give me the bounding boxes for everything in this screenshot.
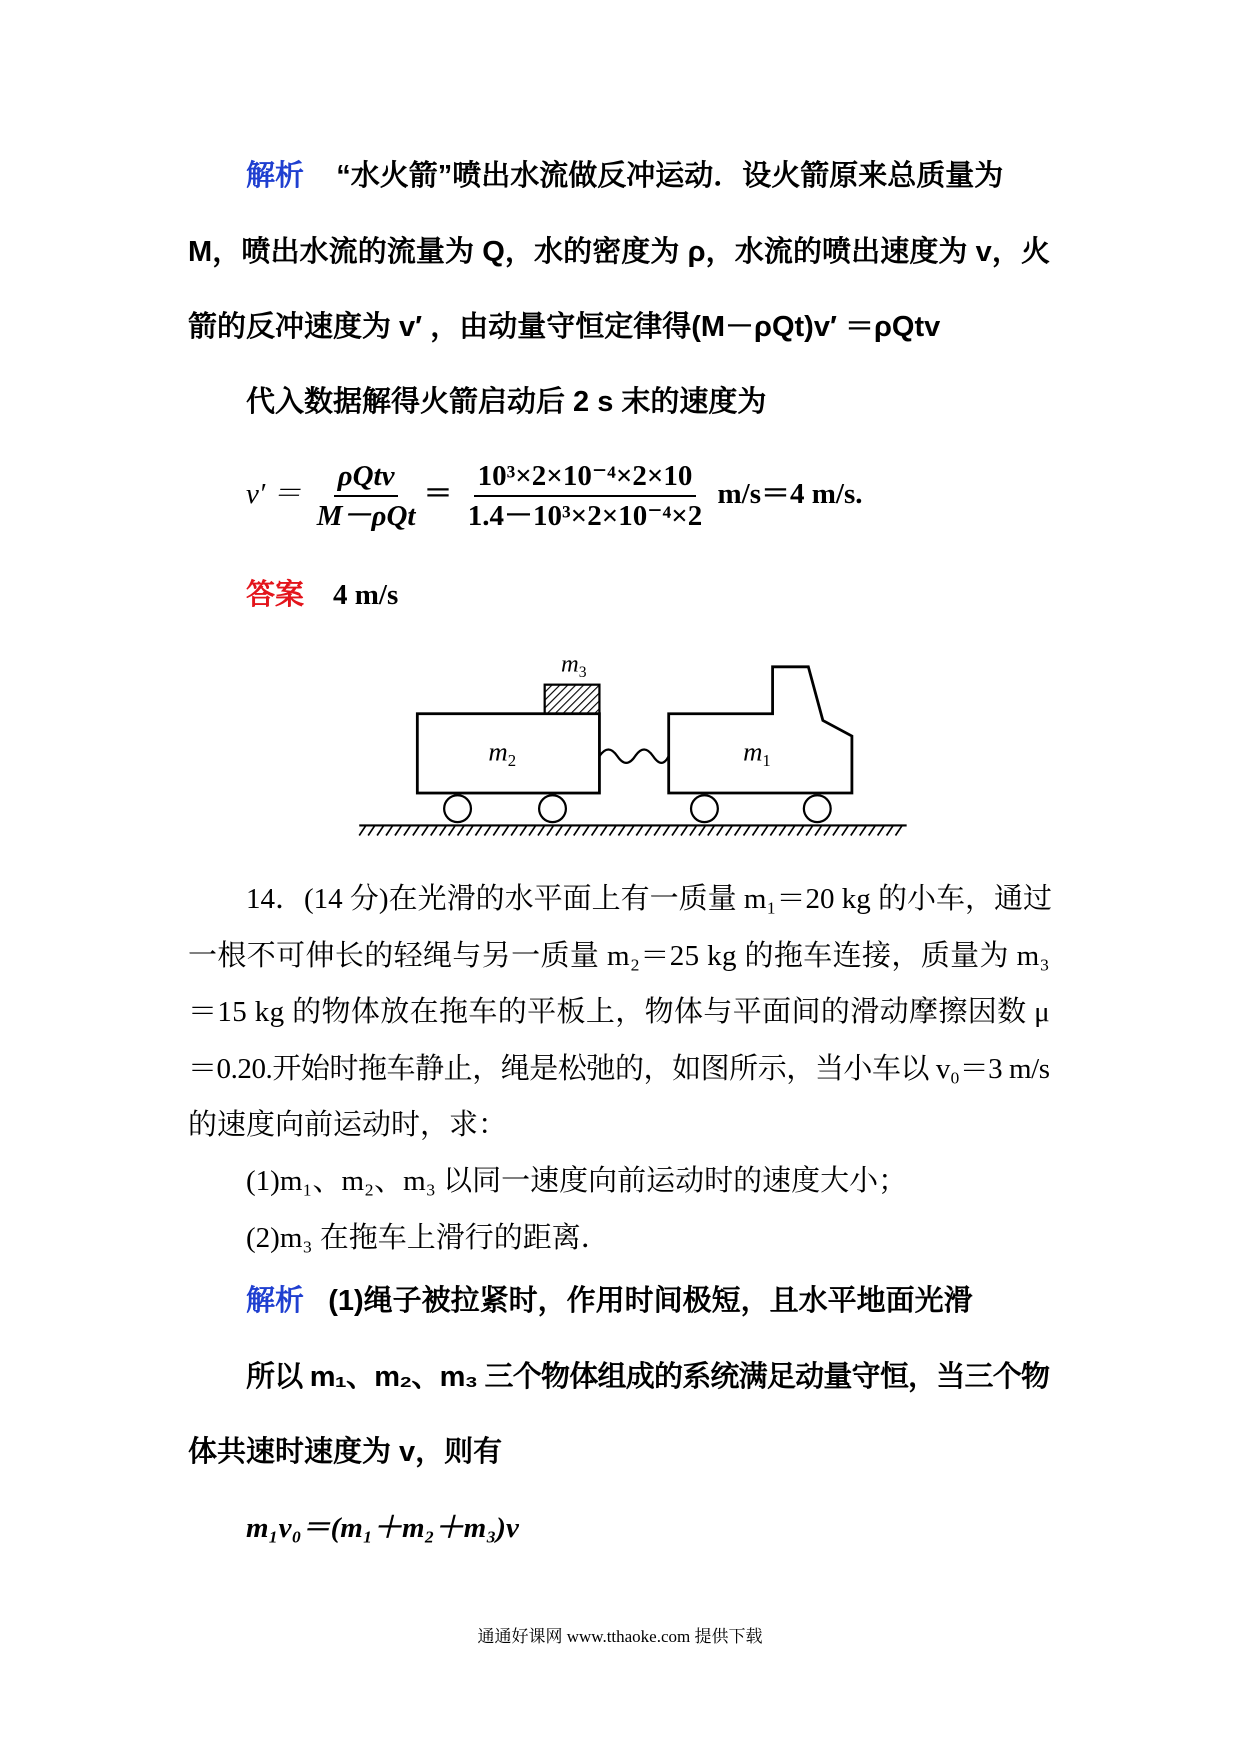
hatch-mark	[681, 825, 688, 835]
hatch-mark	[672, 825, 679, 835]
hatch-mark	[520, 825, 527, 835]
fraction-symbolic	[313, 457, 420, 535]
hatch-mark	[538, 825, 545, 835]
problem-line-3: ＝15 kg 的物体放在拖车的平板上，物体与平面间的滑动摩擦因数 μ	[188, 996, 1050, 1028]
hatch-mark	[502, 825, 509, 835]
hatch-mark	[458, 825, 465, 835]
fraction-denominator: M－ρQt	[316, 500, 416, 533]
hatch-mark	[395, 825, 402, 835]
problem-line-5: 的速度向前运动时，求：	[188, 1109, 508, 1141]
hatch-mark	[726, 825, 733, 835]
hatch-mark	[797, 825, 804, 835]
hatch-mark	[770, 825, 777, 835]
hatch-mark	[493, 825, 500, 835]
fraction-denominator: 1.4－10³×2×10⁻⁴×2	[467, 500, 703, 533]
hatch-mark	[574, 825, 581, 835]
hatch-mark	[565, 825, 572, 835]
formula-result: m/s＝4 m/s.	[717, 478, 863, 510]
hatch-mark	[860, 825, 867, 835]
hatch-mark	[761, 825, 768, 835]
solution14-line-1	[246, 1282, 1050, 1320]
problem-line-4: ＝0.20.开始时拖车静止，绳是松弛的，如图所示，当小车以 v₀＝3 m/s	[188, 1053, 1050, 1085]
hatch-mark	[466, 825, 473, 835]
hatch-mark	[592, 825, 599, 835]
hatch-mark	[779, 825, 786, 835]
block-m3	[545, 685, 600, 714]
hatch-mark	[627, 825, 634, 835]
solution14-line-3: 体共速时速度为 v，则有	[188, 1436, 503, 1468]
hatch-mark	[851, 825, 858, 835]
hatch-mark	[717, 825, 724, 835]
equals: ＝	[423, 478, 453, 510]
answer-value: 4 m/s	[333, 579, 399, 611]
answer-label: 答案	[246, 579, 305, 611]
cart-m1	[669, 667, 852, 793]
question-2: (2)m₃ 在拖车上滑行的距离．	[246, 1222, 610, 1254]
answer-line	[246, 576, 1050, 614]
fraction-numeric	[464, 457, 707, 535]
solution-line-3: 箭的反冲速度为 v′ ，由动量守恒定律得(M－ρQt)v′ ＝ρQtv	[188, 311, 941, 343]
hatch-mark	[609, 825, 616, 835]
hatch-mark	[449, 825, 456, 835]
hatch-mark	[404, 825, 411, 835]
hatch-mark	[618, 825, 625, 835]
label-m1: $m_1$	[743, 736, 771, 771]
hatch-mark	[636, 825, 643, 835]
hatch-mark	[878, 825, 885, 835]
solution-label: 解析	[246, 160, 305, 192]
hatch-mark	[690, 825, 697, 835]
hatch-mark	[556, 825, 563, 835]
problem-line-2: 一根不可伸长的轻绳与另一质量 m₂＝25 kg 的拖车连接，质量为 m₃	[188, 940, 1050, 972]
hatch-mark	[869, 825, 876, 835]
hatch-mark	[377, 825, 384, 835]
formula-lhs: v′ ＝	[246, 478, 302, 510]
momentum-equation: m₁v₀＝(m₁＋m₂＋m₃)v	[246, 1512, 519, 1544]
question-1: (1)m₁、m₂、m₃ 以同一速度向前运动时的速度大小；	[246, 1165, 908, 1197]
hatch-mark	[583, 825, 590, 835]
hatch-mark	[895, 825, 902, 835]
fraction-numerator: 10³×2×10⁻⁴×2×10	[474, 457, 697, 497]
hatch-mark	[663, 825, 670, 835]
hatch-mark	[887, 825, 894, 835]
hatch-mark	[431, 825, 438, 835]
solution-text: “水火箭”喷出水流做反冲运动．设火箭原来总质量为	[336, 160, 1004, 192]
hatch-mark	[735, 825, 742, 835]
hatch-mark	[359, 825, 366, 835]
rope	[599, 749, 668, 762]
hatch-mark	[645, 825, 652, 835]
problem-line-1: 14．(14 分)在光滑的水平面上有一质量 m₁＝20 kg 的小车，通过	[246, 883, 1052, 915]
hatch-mark	[833, 825, 840, 835]
solution-line-1	[246, 157, 1050, 195]
hatch-mark	[744, 825, 751, 835]
solution-text: (1)绳子被拉紧时，作用时间极短，且水平地面光滑	[328, 1285, 973, 1317]
hatch-mark	[842, 825, 849, 835]
hatch-mark	[484, 825, 491, 835]
hatch-mark	[368, 825, 375, 835]
hatch-mark	[422, 825, 429, 835]
velocity-formula	[246, 452, 1050, 536]
hatch-mark	[806, 825, 813, 835]
hatch-mark	[601, 825, 608, 835]
fraction-numerator: ρQtv	[334, 457, 399, 497]
solution14-line-2: 所以 m₁、m₂、m₃ 三个物体组成的系统满足动量守恒，当三个物	[246, 1361, 1050, 1393]
hatch-mark	[708, 825, 715, 835]
solution-line-4: 代入数据解得火箭启动后 2 s 末的速度为	[246, 386, 767, 418]
hatch-mark	[413, 825, 420, 835]
hatch-mark	[699, 825, 706, 835]
ground-hatch	[359, 825, 902, 835]
hatch-mark	[824, 825, 831, 835]
label-m3: $m_3$	[560, 650, 587, 681]
hatch-mark	[654, 825, 661, 835]
cart-diagram	[357, 650, 910, 840]
hatch-mark	[475, 825, 482, 835]
solution-label: 解析	[246, 1285, 305, 1317]
hatch-mark	[386, 825, 393, 835]
solution-line-2: M，喷出水流的流量为 Q，水的密度为 ρ，水流的喷出速度为 v，火	[188, 236, 1051, 268]
hatch-mark	[547, 825, 554, 835]
hatch-mark	[529, 825, 536, 835]
hatch-mark	[788, 825, 795, 835]
hatch-mark	[440, 825, 447, 835]
hatch-mark	[752, 825, 759, 835]
wheels	[444, 795, 831, 822]
footer: 通通好课网 www.tthaoke.com 提供下载	[477, 1627, 763, 1646]
label-m2: $m_2$	[488, 736, 517, 771]
hatch-mark	[511, 825, 518, 835]
hatch-mark	[815, 825, 822, 835]
